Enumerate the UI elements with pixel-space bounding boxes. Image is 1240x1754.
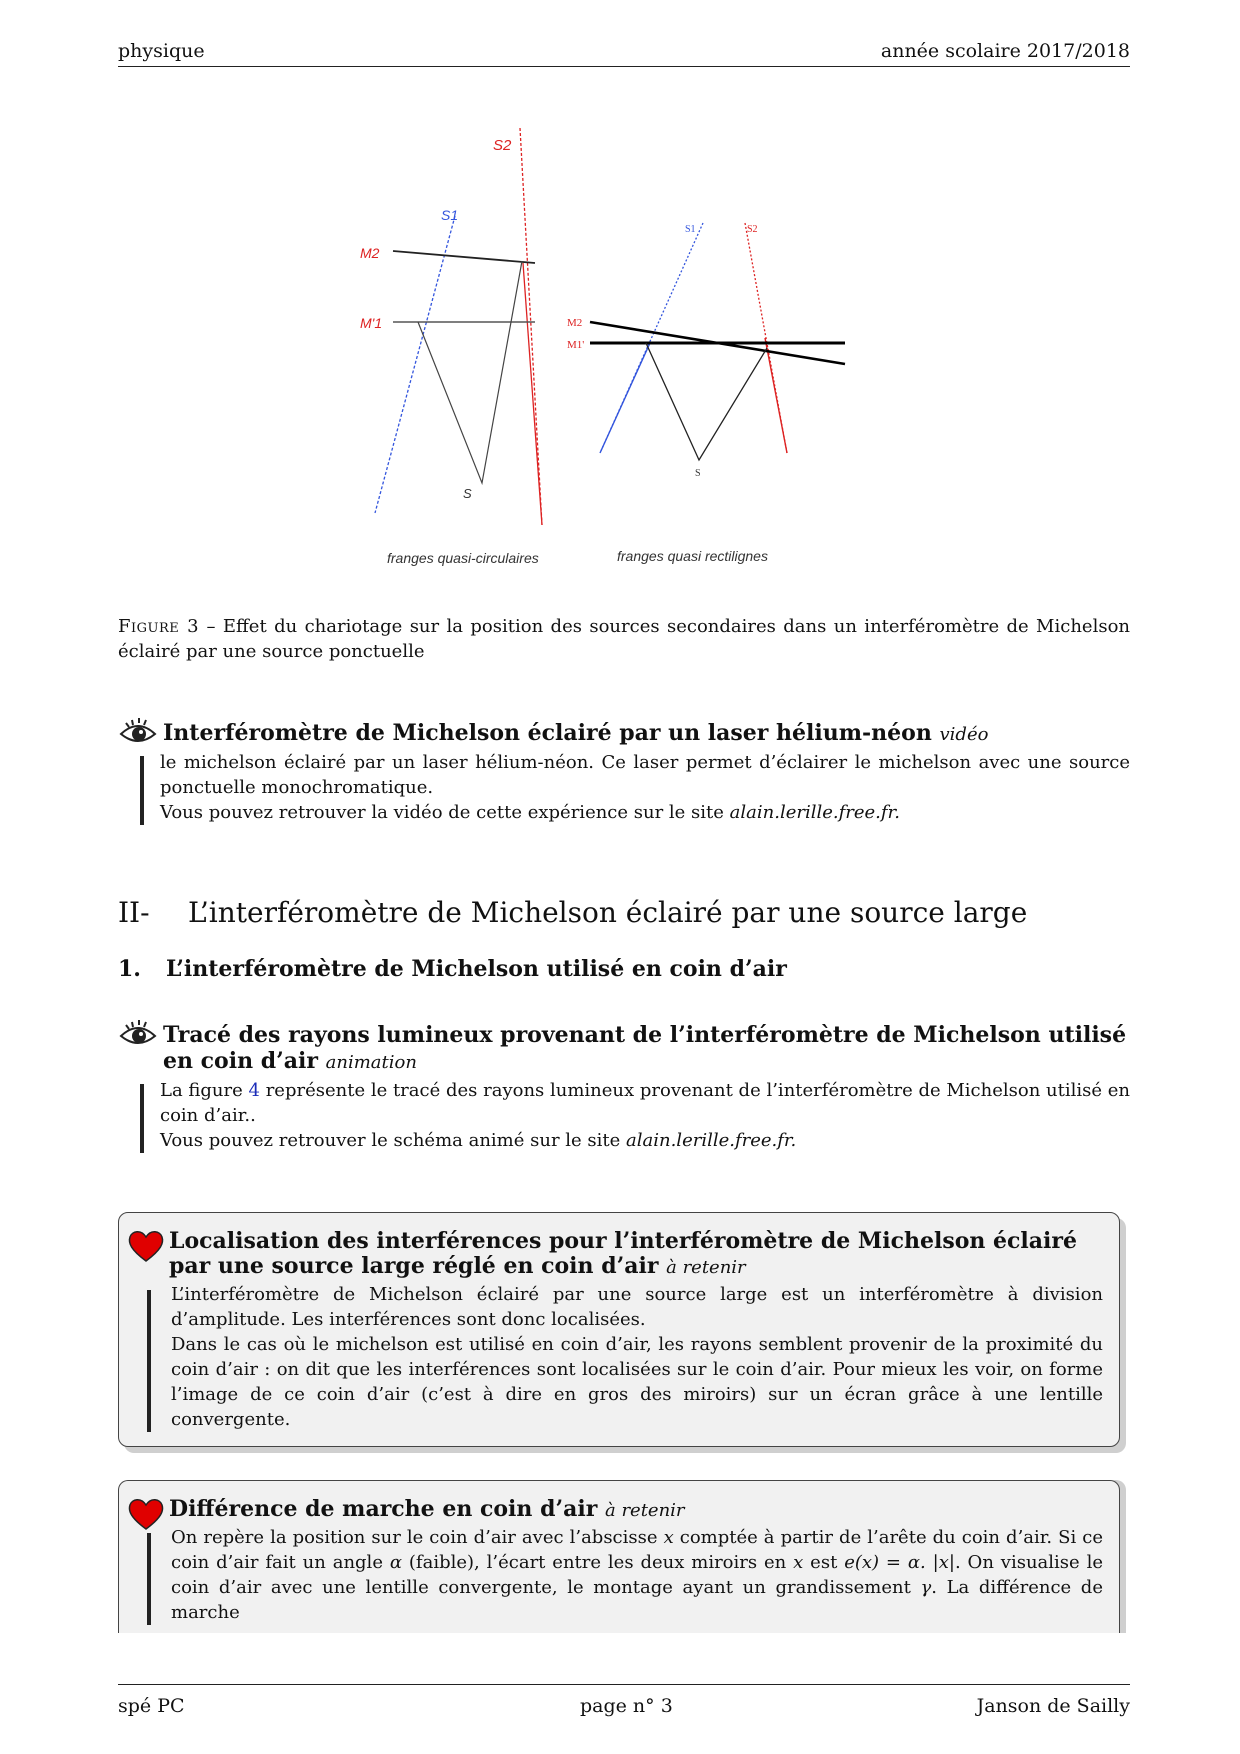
box1-tag: à retenir <box>666 1257 746 1278</box>
page-footer <box>118 1684 1130 1725</box>
right-fringe-caption: franges quasi rectilignes <box>617 548 768 564</box>
box2-title: Différence de marche en coin d’air <box>169 1496 598 1522</box>
footer-class: spé PC <box>118 1695 185 1717</box>
animation-block <box>118 1022 1130 1153</box>
subsection-title: L’interféromètre de Michelson utilisé en coin d’air <box>166 956 787 982</box>
box2-t3: (faible), l’écart entre les deux miroirs en <box>402 1552 794 1573</box>
right-label-m2: M2 <box>567 317 583 329</box>
left-label-s2: S2 <box>493 137 512 154</box>
figure-caption-prefix: Figure 3 <box>118 616 200 637</box>
left-label-s1: S1 <box>441 207 459 223</box>
right-label-s1: S1 <box>685 224 696 235</box>
box1-body <box>147 1282 1103 1432</box>
box1-title: Localisation des interférences pour l’interféromètre de Michelson éclairé par une source large réglé en coin d’air <box>169 1228 1077 1279</box>
video-block-body <box>140 750 1130 825</box>
video-block <box>118 720 1130 825</box>
right-s1-ray-lower <box>600 343 650 453</box>
animation-block-title-row <box>118 1022 1130 1076</box>
heart-icon <box>127 1229 165 1263</box>
subsection-number: 1. <box>118 956 141 982</box>
animation-line1-a: La figure <box>160 1080 249 1101</box>
left-s2-ray <box>520 128 542 525</box>
math-gamma: γ <box>920 1577 932 1598</box>
page-header <box>118 40 1130 67</box>
header-year: année scolaire 2017/2018 <box>880 40 1130 62</box>
box2-t1: On repère la position sur le coin d’air avec l’abscisse <box>171 1527 664 1548</box>
box2-t6: . La différence de marche <box>171 1577 1103 1623</box>
right-label-s2: S2 <box>747 224 758 235</box>
left-s1-ray <box>375 216 455 513</box>
animation-block-line1 <box>160 1078 1130 1128</box>
box1-p1: L’interféromètre de Michelson éclairé par une source large est un interféromètre à division d’amplitude. Les interférences sont donc localisées. <box>171 1284 1103 1330</box>
right-label-s: S <box>695 468 701 479</box>
right-label-m1: M1' <box>567 339 585 351</box>
box2-body <box>147 1525 1103 1625</box>
video-block-tag: vidéo <box>939 724 989 745</box>
video-block-line2 <box>160 800 1130 825</box>
animation-block-line2 <box>160 1128 1130 1153</box>
subsection-heading <box>118 956 787 982</box>
left-s2-ray-lower <box>523 263 542 525</box>
right-path <box>646 343 767 460</box>
box2-t5: . On visualise le coin d’air avec une lentille convergente, le montage ayant un grandissement <box>171 1552 1103 1598</box>
retain-box-localisation <box>118 1212 1120 1447</box>
section-title: L’interféromètre de Michelson éclairé par une source large <box>188 896 1028 929</box>
math-x2: x <box>793 1552 804 1573</box>
video-block-line1: le michelson éclairé par un laser hélium-néon. Ce laser permet d’éclairer le michelson avec une source ponctuelle monochromatique. <box>160 752 1130 798</box>
animation-block-body <box>140 1078 1130 1153</box>
figure-ref-link[interactable]: 4 <box>248 1080 260 1101</box>
section-number: II- <box>118 896 150 929</box>
michelson-figure <box>345 128 965 578</box>
retain-box-difference <box>118 1480 1120 1633</box>
video-block-line2-prefix: Vous pouvez retrouver la vidéo de cette expérience sur le site <box>160 802 730 823</box>
box1-p2: Dans le cas où le michelson est utilisé en coin d’air, les rayons semblent provenir de la proximité du coin d’air : on dit que les interférences sont localisées sur le coin d’air. Pour mieux les voir, on forme l’image de ce coin d’air (c’est à dire en gros des miroirs) sur un écran grâce à une lentille convergente. <box>171 1334 1103 1430</box>
section-heading <box>118 896 1027 929</box>
box2-paragraph <box>171 1525 1103 1625</box>
math-x: x <box>663 1527 674 1548</box>
left-fringe-caption: franges quasi-circulaires <box>387 550 539 566</box>
animation-block-site: alain.lerille.free.fr. <box>626 1130 797 1151</box>
animation-line1-b: représente le tracé des rayons lumineux provenant de l’interféromètre de Michelson utilisé en coin d’air.. <box>160 1080 1130 1126</box>
animation-block-tag: animation <box>325 1052 417 1073</box>
left-mirror-m2 <box>393 251 535 263</box>
footer-page-number: page n° 3 <box>580 1695 673 1717</box>
animation-block-title: Tracé des rayons lumineux provenant de l’interféromètre de Michelson utilisé en coin d’air <box>163 1022 1127 1074</box>
figure-caption <box>118 614 1130 664</box>
right-s2-ray-lower <box>765 338 787 453</box>
math-ex: e(x) = α. |x| <box>844 1552 955 1573</box>
animation-line2-prefix: Vous pouvez retrouver le schéma animé sur le site <box>160 1130 627 1151</box>
eye-icon <box>118 714 158 752</box>
left-label-m1: M'1 <box>360 315 383 331</box>
video-block-title: Interféromètre de Michelson éclairé par un laser hélium-néon <box>163 720 932 746</box>
footer-school: Janson de Sailly <box>976 1695 1130 1717</box>
box2-t4: est <box>803 1552 845 1573</box>
math-alpha: α <box>389 1552 403 1573</box>
video-block-site: alain.lerille.free.fr. <box>729 802 900 823</box>
box1-title-row <box>129 1229 1103 1280</box>
left-label-s: S <box>463 486 472 501</box>
video-block-title-row <box>118 720 1130 748</box>
box2-title-row <box>129 1497 1103 1523</box>
box2-t2: comptée à partir de l’arête du coin d’air. Si ce coin d’air fait un angle <box>171 1527 1103 1573</box>
header-subject: physique <box>118 40 205 62</box>
box2-tag: à retenir <box>604 1500 685 1521</box>
eye-icon <box>118 1016 158 1054</box>
figure-caption-text: – Effet du chariotage sur la position des sources secondaires dans un interféromètre de Michelson éclairé par une source ponctuelle <box>118 616 1130 662</box>
left-label-m2: M2 <box>360 245 380 261</box>
